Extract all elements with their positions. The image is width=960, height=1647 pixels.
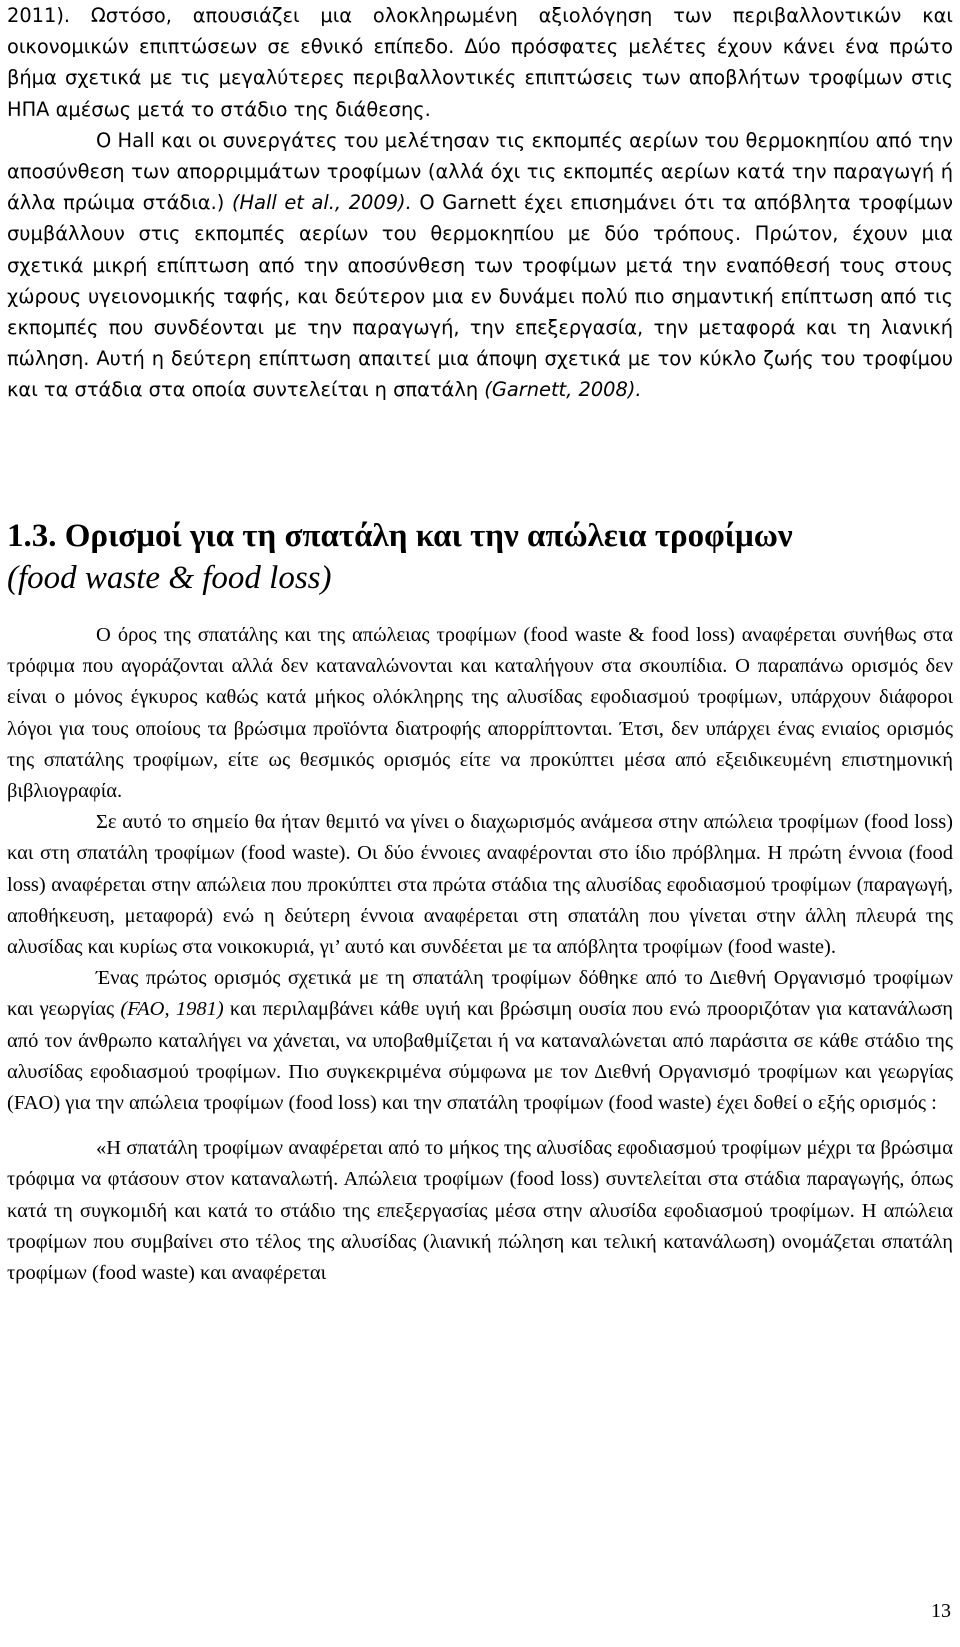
- page-number: 13: [931, 1600, 951, 1622]
- paragraph-text: 2011). Ωστόσο, απουσιάζει μια ολοκληρωμένη αξιολόγηση των περιβαλλοντικών και οικονομικών επιπτώσεων σε εθνικό επίπεδο. Δύο πρόσφατες μελέτες έχουν κάνει ένα πρώτο βήμα σχετικά με τις μεγαλύτερες περιβαλλοντικές επιπτώσεις των αποβλήτων τροφίμων στις ΗΠΑ αμέσως μετά το στάδιο της διάθεσης.: [7, 4, 953, 121]
- section-subtitle: (food waste & food loss): [7, 560, 332, 596]
- paragraph: Σε αυτό το σημείο θα ήταν θεμιτό να γίνει ο διαχωρισμός ανάμεσα στην απώλεια τροφίμων (food loss) και στη σπατάλη τροφίμων (food waste). Οι δύο έννοιες αναφέρονται στο ίδιο πρόβλημα. Η πρώτη έννοια (food loss) αναφέρεται στην απώλεια που προκύπτει στα πρώτα στάδια της αλυσίδας εφοδιασμού τροφίμων (παραγωγή, αποθήκευση, μεταφορά) ενώ η δεύτερη έννοια αναφέρεται στη σπατάλη που γίνεται στην άλλη πλευρά της αλυσίδας και κυρίως στα νοικοκυριά, γι’ αυτό και συνδέεται με τα απόβλητα τροφίμων (food waste).: [7, 811, 953, 959]
- paragraph-text: Ένας πρώτος ορισμός σχετικά με τη σπατάλη τροφίμων δόθηκε από το Διεθνή Οργανισμό τροφίμων και γεωργίας: [7, 967, 953, 1021]
- lower-text-block: [7, 620, 953, 1289]
- paragraph: [7, 963, 953, 1119]
- citation: (FAO, 1981): [120, 998, 224, 1021]
- citation: (Hall et al., 2009).: [231, 191, 412, 215]
- section-title: Ορισμοί για τη σπατάλη και την απώλεια τροφίμων: [64, 518, 793, 554]
- paragraph-text: Πρώτον, έχουν μια σχετικά μικρή επίπτωση από την αποσύνθεση των τροφίμων μετά την εναπόθεσή τους στους χώρους υγειονομικής ταφής, και δεύτερον μια εν δυνάμει πολύ πιο σημαντική επίπτωση από τις εκπομπές που συνδέονται με την παραγωγή, την επεξεργασία, την μεταφορά και τη λιανική πώληση. Αυτή η δεύτερη επίπτωση απαιτεί μια άποψη σχετικά με τον κύκλο ζωής του τροφίμου και τα στάδια στα οποία συντελείται η σπατάλη: [7, 222, 953, 402]
- section-number: 1.3.: [7, 518, 57, 554]
- paragraph-text: Ο Garnett έχει επισημάνει ότι τα απόβλητα τροφίμων συμβάλλουν στις εκπομπές αερίων του θερμοκηπίου με δύο τρόπους.: [7, 191, 953, 246]
- section-heading: [7, 515, 953, 599]
- paragraph-text: και περιλαμβάνει κάθε υγιή και βρώσιμη ουσία που ενώ προοριζόταν για κατανάλωση από τον άνθρωπο καταλήγει να χάνεται, να υποβαθμίζεται ή να καταναλώνεται από παράσιτα σε κάθε στάδιο της αλυσίδας εφοδιασμού τροφίμων. Πιο συγκεκριμένα σύμφωνα με τον Διεθνή Οργανισμό τροφίμων και γεωργίας (FAO) για την απώλεια τροφίμων (food loss) και την σπατάλη τροφίμων (food waste) έχει δοθεί ο εξής ορισμός :: [7, 998, 953, 1115]
- paragraph-text: Ο Hall και οι συνεργάτες του μελέτησαν τις εκπομπές αερίων του θερμοκηπίου από την αποσύνθεση των απορριμμάτων τροφίμων (αλλά όχι τις εκπομπές αερίων κατά την παραγωγή ή άλλα πρώιμα στάδια.): [7, 128, 953, 215]
- quote-paragraph: «Η σπατάλη τροφίμων αναφέρεται από το μήκος της αλυσίδας εφοδιασμού τροφίμων μέχρι τα βρώσιμα τρόφιμα να φτάσουν στον καταναλωτή. Απώλεια τροφίμων (food loss) συντελείται στα στάδια παραγωγής, όπως κατά τη συγκομιδή και κατά το στάδιο της επεξεργασίας μέσα στην αλυσίδα εφοδιασμού τροφίμων. Η απώλεια τροφίμων που συμβαίνει στο τέλος της αλυσίδας (λιανική πώληση και τελική κατανάλωση) ονομάζεται σπατάλη τροφίμων (food waste) και αναφέρεται: [7, 1137, 953, 1285]
- paragraph: [7, 0, 953, 125]
- paragraph: Ο όρος της σπατάλης και της απώλειας τροφίμων (food waste & food loss) αναφέρεται συνήθως στα τρόφιμα που αγοράζονται αλλά δεν καταναλώνονται και καταλήγουν στα σκουπίδια. Ο παραπάνω ορισμός δεν είναι ο μόνος έγκυρος καθώς κατά μήκος ολόκληρης της αλυσίδας εφοδιασμού τροφίμων, υπάρχουν διάφοροι λόγοι για τους οποίους τα βρώσιμα προϊόντα διατροφής απορρίπτονται. Έτσι, δεν υπάρχει ένας ενιαίος ορισμός της σπατάλης τροφίμων, είτε ως θεσμικός ορισμός είτε να προκύπτει μέσα από εξειδικευμένη επιστημονική βιβλιογραφία.: [7, 624, 953, 803]
- paragraph: [7, 125, 953, 406]
- upper-text-block: [7, 0, 953, 406]
- citation: (Garnett, 2008).: [484, 378, 642, 402]
